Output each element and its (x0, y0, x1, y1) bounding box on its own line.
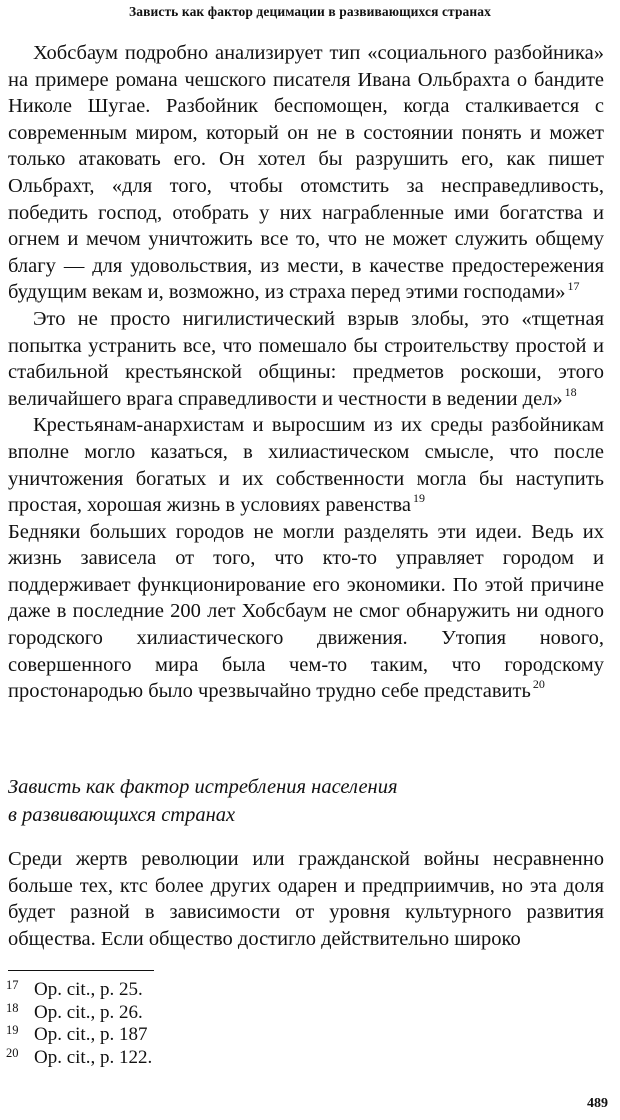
paragraph-text: Крестьянам-анархистам и выросшим из их среды разбойникам вполне могло казаться, в хилиастическом смысле, что после уничтожения богатых и их собственности могла бы наступить простая, хорошая жизнь в условиях равенства (8, 414, 604, 517)
main-text (8, 40, 604, 705)
footnote-ref: 20 (532, 677, 545, 692)
footnote-text: Op. cit., p. 187 (34, 1024, 148, 1045)
section-heading-line: Зависть как фактор истребления населения (8, 776, 398, 798)
footnote: 17 Op. cit., p. 25. (6, 978, 143, 1000)
paragraph-text: Бедняки больших городов не могли разделять эти идеи. Ведь их жизнь зависела от того, что кто-то управляет городом и поддерживает функционирование его экономики. По этой причине даже в последние 200 лет Хобсбаум не смог обнаружить ни одного городского хилиастического движения. Утопия нового, совершенного мира была чем-то таким, что городскому простонародью было чрезвычайно трудно себе представить (8, 520, 604, 703)
paragraph-nihilism (8, 306, 604, 412)
footnote-ref: 19 (413, 491, 426, 506)
footnote-ref: 17 (567, 278, 580, 293)
section-heading (8, 773, 604, 829)
footnotes (6, 979, 152, 1069)
paragraph-peasant-anarchists (8, 412, 604, 518)
footnote: 18 Op. cit., p. 26. (6, 1000, 143, 1023)
paragraph-text: Это не просто нигилистический взрыв злобы, это «тщетная попытка устранить все, что помешало бы строительству простой и стабильной крестьянской общины: предметов роскоши, этого величайшего врага справедливости и честности в ведении дел» (8, 307, 604, 410)
paragraph-text: Хобсбаум подробно анализирует тип «социального разбойника» на примере романа чешского писателя Ивана Ольбрахта о бандите Николе Шугае. Разбойник беспомощен, когда сталкивается с современным миром, который он не в состоянии понять и может только атаковать его. Он хотел бы разрушить его, как пишет Ольбрахт, «для того, чтобы отомстить за несправедливость, победить господ, отобрать у них награбленные ими богатства и огнем и мечом уничтожить все то, что не может служить общему благу — для удовольствия, из мести, в качестве предостережения будущим векам и, возможно, из страха перед этими господами» (8, 42, 604, 304)
paragraph-urban-poor (8, 519, 604, 705)
running-head: Зависть как фактор децимации в развивающихся странах (129, 4, 491, 19)
section-heading-line: в развивающихся странах (8, 804, 236, 826)
paragraph-hobsbawm-bandit (8, 40, 604, 306)
footnote-text: Op. cit., p. 25. (34, 979, 143, 1000)
footnote-separator (8, 970, 154, 971)
footnote-text: Op. cit., p. 122. (34, 1046, 153, 1068)
section-paragraph: Среди жертв революции или гражданской войны несравненно больше тех, ктс более других одарен и предприимчив, но эта доля будет разной в зависимости от уровня культурного развития общества. Если общество достигло действительно широко (8, 848, 604, 950)
footnote: 20 Op. cit., p. 122. (6, 1045, 153, 1068)
footnote: 19 Op. cit., p. 187 (6, 1023, 148, 1045)
page-number: 489 (587, 1096, 608, 1111)
section-text (8, 846, 604, 952)
footnote-text: Op. cit., p. 26. (34, 1001, 143, 1023)
footnote-ref: 18 (564, 384, 577, 399)
